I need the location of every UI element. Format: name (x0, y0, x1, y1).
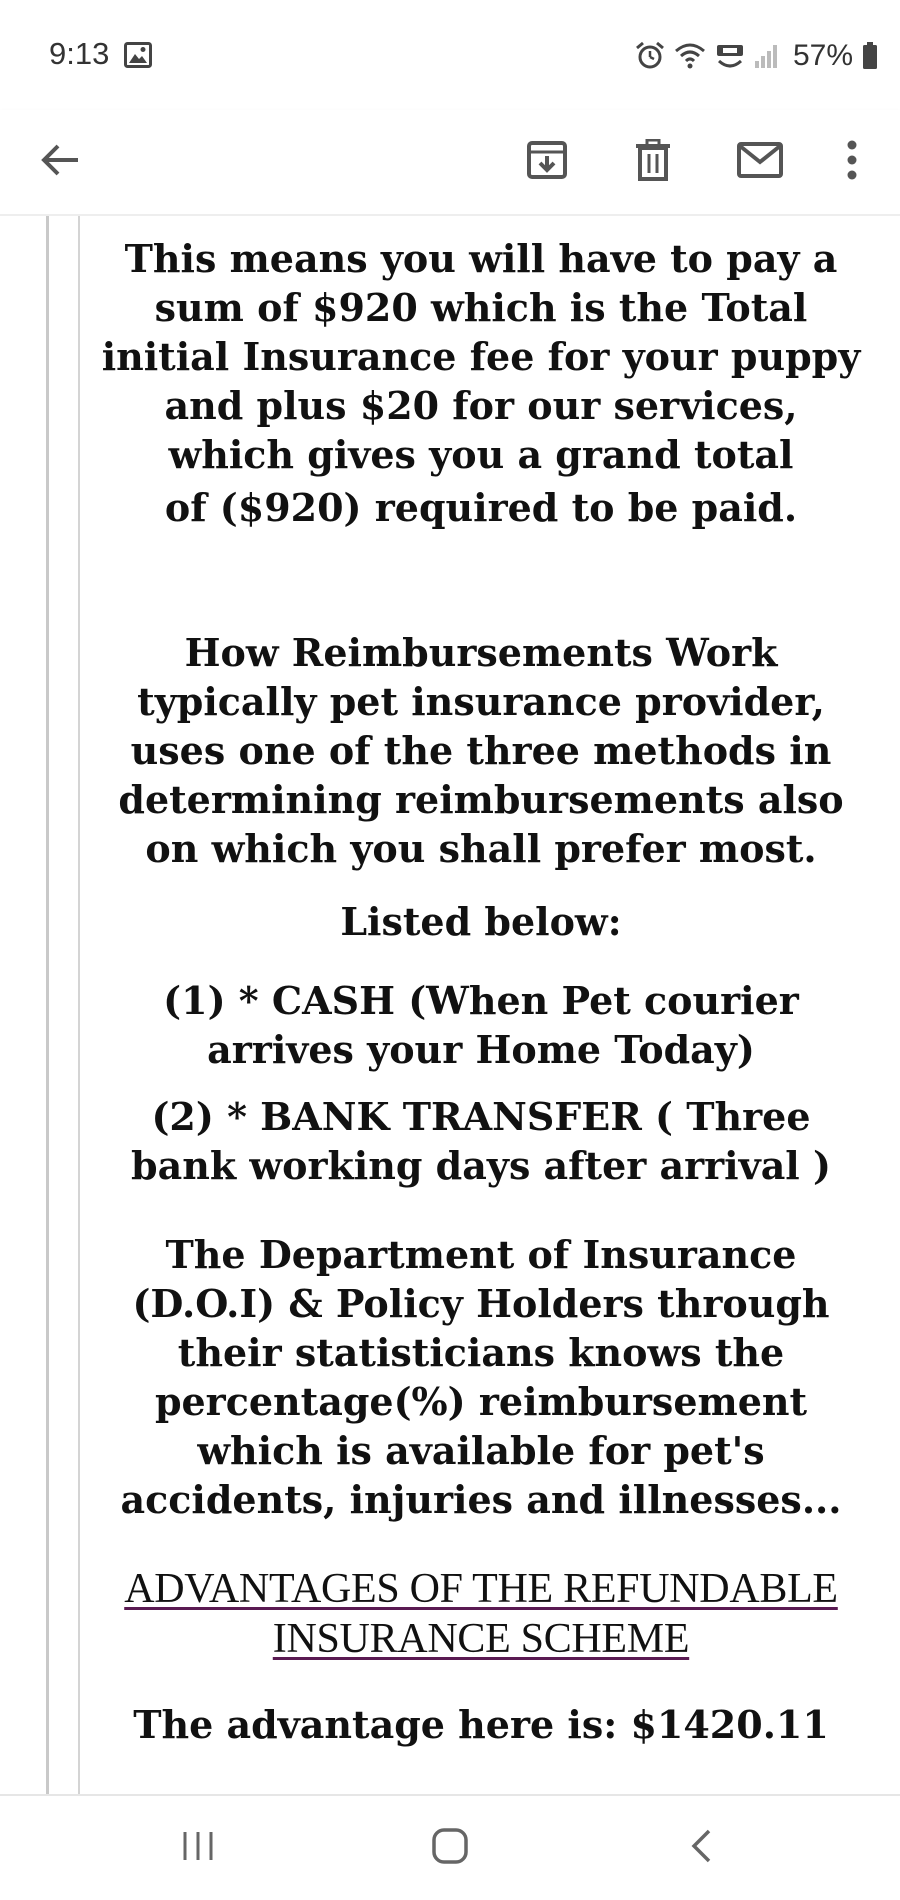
advantages-heading: ADVANTAGES OF THE REFUNDABLE INSURANCE SCHEME (124, 1566, 838, 1662)
paragraph-total: of ($920) required to be paid. (164, 485, 798, 530)
image-icon (124, 42, 152, 73)
home-button[interactable] (420, 1818, 480, 1878)
archive-button[interactable] (517, 132, 577, 192)
status-bar (0, 0, 900, 110)
volte-icon (715, 41, 745, 71)
status-icons (635, 36, 878, 76)
navigation-bar (0, 1794, 900, 1900)
more-vert-icon (846, 140, 858, 185)
archive-icon (526, 139, 568, 186)
status-time: 9:13 (49, 36, 110, 71)
quote-line (46, 216, 49, 1794)
wifi-icon (674, 42, 706, 70)
email-body (0, 216, 900, 1794)
battery-icon (862, 42, 878, 70)
paragraph-cash: (1) * CASH (When Pet courier arrives your Home Today) (163, 978, 799, 1072)
mark-unread-button[interactable] (730, 132, 790, 192)
back-chevron-icon (689, 1828, 713, 1869)
paragraph-department: The Department of Insurance (D.O.I) & Policy Holders through their statisticians knows the percentage(%) reimbursement which is available for pet's accidents, injuries and illnesses... (120, 1232, 842, 1522)
paragraph-listed-below: Listed below: (340, 899, 622, 944)
back-button[interactable] (30, 132, 90, 192)
quote-line (78, 216, 80, 1794)
delete-button[interactable] (623, 132, 683, 192)
recents-icon (180, 1830, 216, 1867)
email-toolbar (0, 110, 900, 216)
recents-button[interactable] (168, 1818, 228, 1878)
paragraph-reimbursements: How Reimbursements Work typically pet insurance provider, uses one of the three methods in determining reimbursements also on which you shall prefer most. (118, 630, 844, 871)
message-text (96, 234, 866, 1749)
mail-icon (737, 142, 783, 183)
signal-icon (754, 43, 780, 69)
paragraph-bank-transfer: (2) * BANK TRANSFER ( Three bank working days after arrival ) (131, 1094, 831, 1188)
paragraph-payment: This means you will have to pay a sum of $920 which is the Total initial Insurance fee for your puppy and plus $20 for our services, which gives you a grand total (101, 236, 861, 477)
trash-icon (634, 139, 672, 186)
alarm-icon (635, 41, 665, 71)
battery-percent: 57% (792, 39, 853, 72)
more-options-button[interactable] (822, 132, 882, 192)
paragraph-advantage: The advantage here is: $1420.11 (133, 1702, 829, 1747)
home-icon (431, 1827, 469, 1870)
system-back-button[interactable] (671, 1818, 731, 1878)
back-arrow-icon (40, 143, 80, 182)
